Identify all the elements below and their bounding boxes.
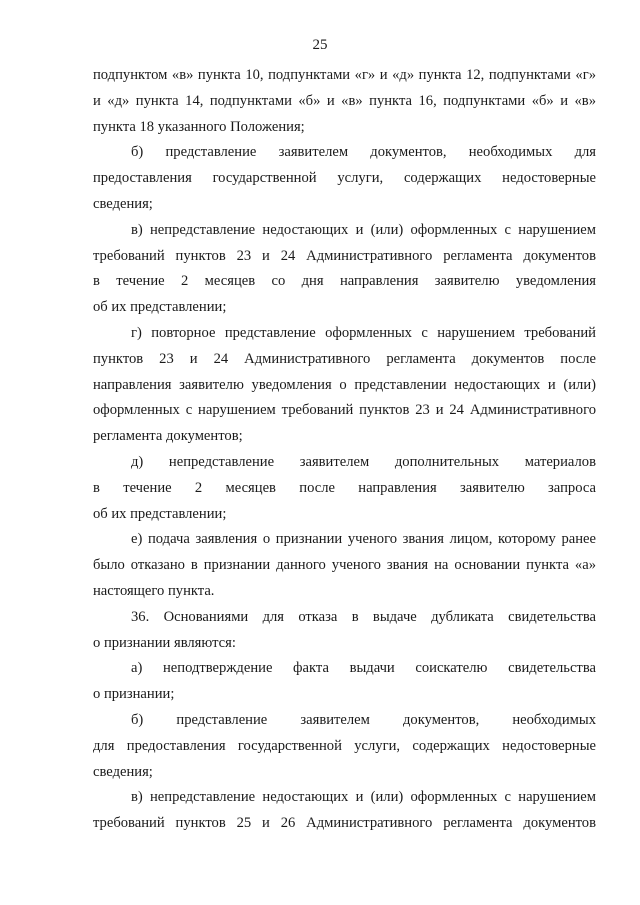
text-line: в) непредставление недостающих и (или) оформленных с нарушением [131,789,596,806]
text-line: об их представлении; [93,505,227,522]
text-line: настоящего пункта. [93,582,215,599]
paragraph-g1 [93,321,596,450]
text-line: для предоставления государственной услуги, содержащих недостоверные [93,737,596,754]
text-line: регламента документов; [93,428,243,445]
text-line: предоставления государственной услуги, содержащих недостоверные [93,170,596,187]
text-line: в течение 2 месяцев со дня направления заявителю уведомления [93,273,596,290]
text-line: пунктов 23 и 24 Административного регламента документов после [93,350,596,367]
text-line: 36. Основаниями для отказа в выдаче дубликата свидетельства [131,608,596,625]
text-line: пункта 18 указанного Положения; [93,118,305,135]
paragraph-p36 [93,605,596,657]
text-line: и «д» пункта 14, подпунктами «б» и «в» пункта 16, подпунктами «б» и «в» [93,92,596,109]
text-line: требований пунктов 25 и 26 Административного регламента документов [93,815,596,832]
text-line: требований пунктов 23 и 24 Административного регламента документов [93,247,596,264]
page-number: 25 [312,37,328,53]
text-line: в течение 2 месяцев после направления заявителю запроса [93,479,596,496]
text-line: д) непредставление заявителем дополнительных материалов [131,453,596,470]
paragraph-a2 [93,656,596,708]
text-line: сведения; [93,763,153,780]
text-line: оформленных с нарушением требований пунктов 23 и 24 Административного [93,402,596,419]
text-line: о признании; [93,686,175,703]
paragraph-cont [93,63,596,140]
text-line: было отказано в признании данного ученого звания на основании пункта «а» [93,557,596,574]
text-line: в) непредставление недостающих и (или) оформленных с нарушением [131,221,596,238]
paragraph-v2 [93,785,596,837]
paragraph-b2 [93,708,596,785]
text-line: г) повторное представление оформленных с нарушением требований [131,324,596,341]
text-line: направления заявителю уведомления о представлении недостающих и (или) [93,376,596,393]
text-line: подпунктом «в» пункта 10, подпунктами «г» и «д» пункта 12, подпунктами «г» [93,67,596,83]
paragraph-d1 [93,450,596,527]
text-line: е) подача заявления о признании ученого звания лицом, которому ранее [131,531,596,548]
text-line: сведения; [93,195,153,212]
text-line: б) представление заявителем документов, необходимых для [131,144,596,161]
paragraph-e1 [93,527,596,604]
text-line: о признании являются: [93,634,236,651]
paragraph-v1 [93,218,596,321]
paragraph-b1 [93,140,596,217]
document-body [93,63,596,837]
text-line: б) представление заявителем документов, необходимых [131,711,596,728]
text-line: а) неподтверждение факта выдачи соискателю свидетельства [131,660,596,677]
text-line: об их представлении; [93,299,227,316]
